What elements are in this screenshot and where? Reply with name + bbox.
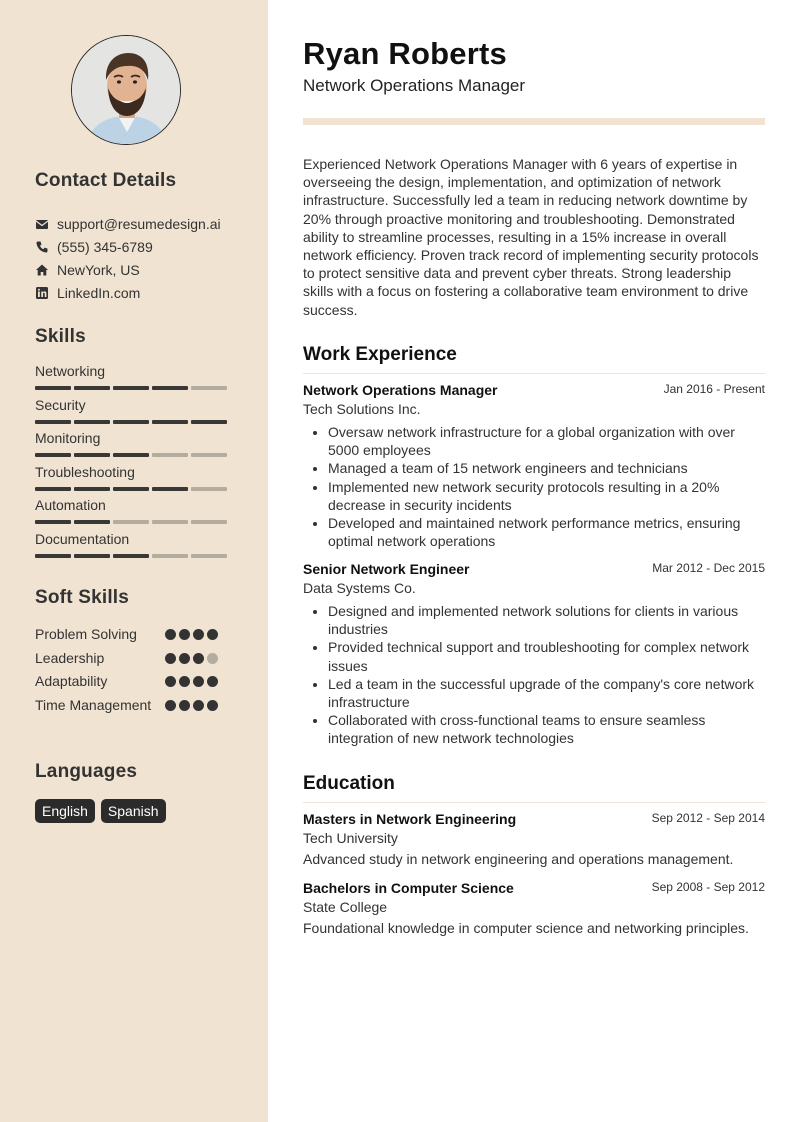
rating-dot <box>165 653 176 664</box>
skill-level-segment <box>191 520 227 524</box>
degree-title: Masters in Network Engineering <box>303 811 517 827</box>
skill-name: Automation <box>35 497 106 513</box>
soft-skill-item <box>35 648 235 672</box>
soft-skill-name: Problem Solving <box>35 626 137 642</box>
header-divider <box>303 118 765 125</box>
company-name: Data Systems Co. <box>303 580 416 596</box>
rating-dot <box>165 676 176 687</box>
candidate-name: Ryan Roberts <box>303 36 507 71</box>
soft-skill-name: Time Management <box>35 696 152 713</box>
skill-level-segment <box>113 453 149 457</box>
skill-level-bar <box>35 420 233 424</box>
skill-item <box>35 463 233 497</box>
envelope-icon <box>35 217 49 231</box>
soft-skills-list <box>35 624 235 718</box>
languages-list <box>35 799 166 823</box>
skill-level-segment <box>152 420 188 424</box>
rating-dot <box>207 676 218 687</box>
skill-item <box>35 396 233 430</box>
skill-item <box>35 530 233 564</box>
list-item: • Managed a team of 15 network engineers and technicians <box>328 459 765 477</box>
skill-level-segment <box>152 520 188 524</box>
contact-email-text: support@resumedesign.ai <box>57 215 221 232</box>
skill-level-segment <box>152 453 188 457</box>
skill-level-segment <box>191 386 227 390</box>
work-entry <box>303 382 765 550</box>
soft-skill-item <box>35 624 235 648</box>
skill-level-segment <box>74 420 110 424</box>
soft-skill-rating <box>165 653 218 664</box>
skill-level-segment <box>35 554 71 558</box>
soft-skill-item <box>35 671 235 695</box>
avatar <box>71 35 181 145</box>
skill-level-segment <box>35 487 71 491</box>
soft-skill-rating <box>165 700 218 711</box>
education-dates: Sep 2012 - Sep 2014 <box>651 811 765 825</box>
skill-level-bar <box>35 453 233 457</box>
skills-heading: Skills <box>35 326 86 347</box>
soft-skill-name: Leadership <box>35 649 105 666</box>
skill-name: Documentation <box>35 530 130 547</box>
rating-dot <box>165 629 176 640</box>
profile-photo <box>72 36 181 145</box>
skill-level-segment <box>191 420 227 424</box>
job-title: Network Operations Manager <box>303 382 498 398</box>
soft-skill-rating <box>165 676 218 687</box>
job-dates: Jan 2016 - Present <box>663 382 765 396</box>
contact-heading: Contact Details <box>35 170 177 191</box>
list-item: • Designed and implemented network solutions for clients in various industries <box>328 602 765 638</box>
list-item: • Provided technical support and troubleshooting for complex network issues <box>328 638 765 674</box>
skill-level-segment <box>152 487 188 491</box>
education-description: Foundational knowledge in computer science and networking principles. <box>303 920 749 936</box>
phone-icon <box>35 240 49 254</box>
contact-location <box>35 258 221 281</box>
language-badge: Spanish <box>101 799 166 823</box>
contact-phone-text: (555) 345-6789 <box>57 238 153 255</box>
contact-linkedin[interactable] <box>35 281 221 304</box>
skill-level-segment <box>113 520 149 524</box>
rating-dot <box>193 629 204 640</box>
list-item: • Implemented new network security protocols resulting in a 20% decrease in security incidents <box>328 478 765 514</box>
list-item: • Developed and maintained network performance metrics, ensuring optimal network operations <box>328 514 765 550</box>
contact-location-text: NewYork, US <box>57 261 140 278</box>
rating-dot <box>193 653 204 664</box>
skill-name: Networking <box>35 363 106 379</box>
skill-level-segment <box>35 453 71 457</box>
skill-level-segment <box>35 420 71 424</box>
languages-heading: Languages <box>35 761 138 782</box>
skill-level-segment <box>74 487 110 491</box>
contact-phone[interactable] <box>35 235 221 258</box>
job-dates: Mar 2012 - Dec 2015 <box>652 561 765 575</box>
skill-level-segment <box>74 453 110 457</box>
work-entry <box>303 561 765 748</box>
list-item: • Collaborated with cross-functional teams to ensure seamless integration of new network technologies <box>328 711 765 747</box>
list-item: • Oversaw network infrastructure for a global organization with over 5000 employees <box>328 423 765 459</box>
skill-level-bar <box>35 487 233 491</box>
skill-level-segment <box>191 487 227 491</box>
school-name: Tech University <box>303 830 398 846</box>
skill-name: Security <box>35 396 86 413</box>
education-heading: Education <box>303 773 765 803</box>
education-dates: Sep 2008 - Sep 2012 <box>651 880 765 894</box>
soft-skill-name: Adaptability <box>35 673 108 689</box>
skill-name: Troubleshooting <box>35 463 135 480</box>
education-entry <box>303 811 765 867</box>
soft-skill-rating <box>165 629 218 640</box>
school-name: State College <box>303 899 388 915</box>
rating-dot <box>207 653 218 664</box>
company-name: Tech Solutions Inc. <box>303 401 421 417</box>
education-entry <box>303 880 765 936</box>
sidebar <box>0 0 268 1122</box>
linkedin-icon <box>35 286 49 300</box>
rating-dot <box>193 676 204 687</box>
contact-list <box>35 212 221 304</box>
skill-level-bar <box>35 386 233 390</box>
job-title: Senior Network Engineer <box>303 561 470 577</box>
rating-dot <box>179 653 190 664</box>
job-bullets <box>303 602 765 748</box>
candidate-title: Network Operations Manager <box>303 76 526 95</box>
rating-dot <box>179 700 190 711</box>
list-item: • Led a team in the successful upgrade of the company's core network infrastructure <box>328 675 765 711</box>
skill-level-segment <box>35 520 71 524</box>
work-heading: Work Experience <box>303 344 765 374</box>
skill-level-segment <box>74 554 110 558</box>
profile-summary: Experienced Network Operations Manager with 6 years of expertise in overseeing the design, implementation, and optimization of network infrastructure. Successfully led a team in reducing network downtime by 20% through proactive monitoring and troubleshooting. Demonstrated ability to streamline processes, resulting in a 15% increase in overall network efficiency. Proven track record of implementing security protocols to protect sensitive data and prevent cyber threats. Strong leadership skills with a focus on fostering a collaborative team environment to drive success. <box>303 156 759 318</box>
skill-level-segment <box>74 386 110 390</box>
soft-skills-heading: Soft Skills <box>35 587 130 608</box>
skill-level-segment <box>113 487 149 491</box>
skill-level-segment <box>113 554 149 558</box>
contact-email[interactable] <box>35 212 221 235</box>
skill-level-bar <box>35 554 233 558</box>
rating-dot <box>179 629 190 640</box>
skill-level-segment <box>35 386 71 390</box>
skill-item <box>35 496 233 530</box>
skills-list <box>35 362 233 563</box>
skill-item <box>35 362 233 396</box>
rating-dot <box>207 700 218 711</box>
skill-level-segment <box>191 554 227 558</box>
skill-level-segment <box>152 386 188 390</box>
skill-level-segment <box>113 420 149 424</box>
soft-skill-item <box>35 695 235 719</box>
education-description: Advanced study in network engineering and operations management. <box>303 851 734 867</box>
skill-name: Monitoring <box>35 430 101 446</box>
skill-level-segment <box>113 386 149 390</box>
home-icon <box>35 263 49 277</box>
rating-dot <box>207 629 218 640</box>
rating-dot <box>193 700 204 711</box>
language-badge: English <box>35 799 95 823</box>
job-bullets <box>303 423 765 550</box>
degree-title: Bachelors in Computer Science <box>303 880 514 896</box>
skill-item <box>35 429 233 463</box>
rating-dot <box>165 700 176 711</box>
skill-level-segment <box>152 554 188 558</box>
contact-linkedin-text: LinkedIn.com <box>57 284 141 301</box>
skill-level-segment <box>74 520 110 524</box>
skill-level-bar <box>35 520 233 524</box>
rating-dot <box>179 676 190 687</box>
skill-level-segment <box>191 453 227 457</box>
